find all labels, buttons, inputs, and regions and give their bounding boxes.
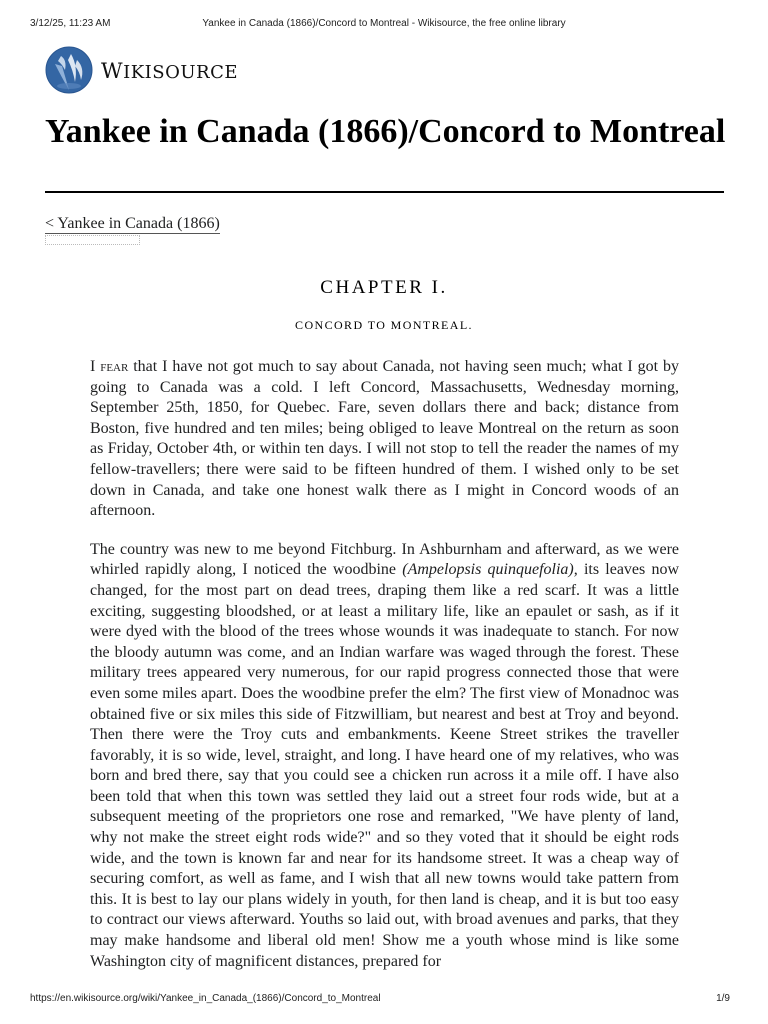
parent-page-link[interactable]: < Yankee in Canada (1866) bbox=[45, 215, 220, 232]
wordmark-rest: IKISOURCE bbox=[123, 62, 238, 83]
print-url: https://en.wikisource.org/wiki/Yankee_in_Canada_(1866)/Concord_to_Montreal bbox=[30, 993, 381, 1004]
chapter-subheading: CONCORD TO MONTREAL. bbox=[295, 318, 473, 332]
page-title: Yankee in Canada (1866)/Concord to Montreal bbox=[45, 113, 726, 150]
species-name: (Ampelopsis quinquefolia), bbox=[402, 561, 578, 579]
paragraph-2 bbox=[90, 540, 679, 972]
paragraph-1-text: that I have not got much to say about Canada, not having seen much; what I got by going to Canada was a cold. I left Concord, Massachusetts, Wednesday morning, September 25th, 1850, for Quebec. Fare, seven dollars there and back; distance from Boston, five hundred and ten miles; being obliged to leave Montreal on the return as soon as Friday, October 4th, or within ten days. I will not stop to tell the reader the names of my fellow-travellers; there were said to be fifteen hundred of them. I wished only to be set down in Canada, and take one honest walk there as I might in Concord woods of an afternoon. bbox=[90, 358, 679, 520]
print-page-title: Yankee in Canada (1866)/Concord to Montreal - Wikisource, the free online library bbox=[202, 18, 566, 29]
site-wordmark[interactable] bbox=[101, 59, 238, 83]
chapter-heading: CHAPTER I. bbox=[320, 277, 448, 298]
focus-outline-box bbox=[45, 235, 140, 245]
wordmark-initial: W bbox=[101, 59, 124, 83]
chapter-body bbox=[90, 357, 679, 972]
opening-words: I fear bbox=[90, 358, 129, 375]
paragraph-2-text-a: The country was new to me beyond Fitchburg. In Ashburnham and afterward, as we were whirled rapidly along, I noticed the woodbine bbox=[90, 540, 679, 579]
print-header bbox=[30, 18, 738, 32]
page-counter: 1/9 bbox=[716, 993, 730, 1004]
paragraph-1 bbox=[90, 357, 679, 522]
paragraph-2-text-b: its leaves now changed, for the most part on dead trees, draping them like a red scarf. It was a little exciting, suggesting bloodshed, or at least a military life, like an epaulet or sash, as if it were dyed with the blood of the trees whose wounds it was inadequate to stanch. For now the bloody autumn was come, and an Indian warfare was waged through the forest. These military trees appeared very numerous, for our rapid progress connected those that were even some miles apart. Does the woodbine prefer the elm? The first view of Monadnoc was obtained five or six miles this side of Fitzwilliam, but nearest and best at Troy and beyond. Then there were the Troy cuts and embankments. Keene Street strikes the traveller favorably, it is so wide, level, straight, and long. I have heard one of my relatives, who was born and bred there, say that you could see a chicken run across it a mile off. I have also been told that when this town was settled they laid out a street four rods wide, but at a subsequent meeting of the proprietors one rose and remarked, "We have plenty of land, why not make the street eight rods wide?" and so they voted that it should be eight rods wide, and the town is known far and near for its handsome street. It was a cheap way of securing comfort, as well as fame, and I wish that all new towns would take pattern from this. It is best to lay our plans widely in youth, for then land is cheap, and it is but too easy to contract our views afterward. Youths so laid out, with broad avenues and parks, that they may make handsome and liberal old men! Show me a youth whose mind is like some Washington city of magnificent distances, prepared for bbox=[90, 561, 680, 970]
title-divider bbox=[45, 191, 724, 193]
print-footer bbox=[30, 993, 738, 1007]
print-date: 3/12/25, 11:23 AM bbox=[30, 18, 111, 29]
wikisource-logo-icon[interactable] bbox=[45, 46, 93, 94]
